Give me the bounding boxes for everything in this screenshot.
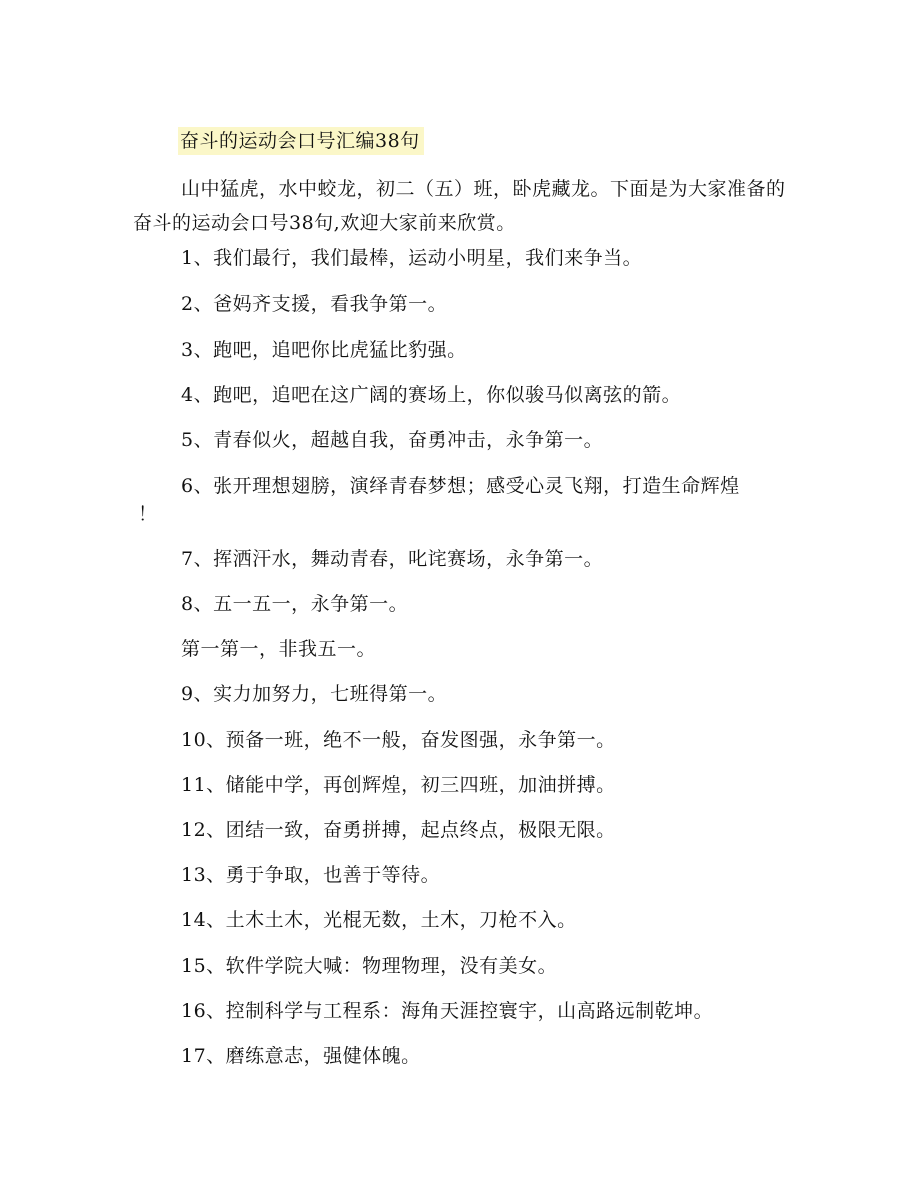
slogan-line-4: 4、跑吧，追吧在这广阔的赛场上，你似骏马似离弦的箭。 (181, 384, 682, 406)
slogan-line-12: 12、团结一致，奋勇拼搏，起点终点，极限无限。 (181, 819, 616, 841)
slogan-line-9: 9、实力加努力，七班得第一。 (181, 683, 448, 705)
slogan-line-14: 14、土木土木，光棍无数，土木，刀枪不入。 (181, 909, 577, 931)
slogan-line-13: 13、勇于争取，也善于等待。 (181, 864, 441, 886)
slogan-line-5: 5、青春似火，超越自我，奋勇冲击，永争第一。 (181, 429, 604, 451)
slogan-line-7: 7、挥洒汗水，舞动青春，叱诧赛场，永争第一。 (181, 548, 604, 570)
slogan-line-15: 15、软件学院大喊：物理物理，没有美女。 (181, 955, 558, 977)
document-title: 奋斗的运动会口号汇编38句 (178, 127, 424, 155)
intro-paragraph: 山中猛虎，水中蛟龙，初二（五）班，卧虎藏龙。下面是为大家准备的奋斗的运动会口号38句,欢迎大家前来欣赏。 (133, 178, 786, 234)
slogan-line-6: 6、张开理想翅膀，演绎青春梦想；感受心灵飞翔，打造生命辉煌 (181, 475, 740, 497)
slogan-line-8: 8、五一五一，永争第一。 (181, 593, 409, 615)
slogan-line-11: 11、储能中学，再创辉煌，初三四班，加油拼搏。 (181, 774, 616, 796)
slogan-line-10: 10、预备一班，绝不一般，奋发图强，永争第一。 (181, 729, 616, 751)
slogan-line-16: 16、控制科学与工程系：海角天涯控寰宇，山高路远制乾坤。 (181, 1000, 714, 1022)
slogan-line-6-tail: ！ (138, 503, 158, 525)
slogan-line-3: 3、跑吧，追吧你比虎猛比豹强。 (181, 339, 467, 361)
slogan-line-1: 1、我们最行，我们最棒，运动小明星，我们来争当。 (181, 247, 643, 269)
slogan-line-2: 2、爸妈齐支援，看我争第一。 (181, 293, 448, 315)
slogan-line-17: 17、磨练意志，强健体魄。 (181, 1045, 421, 1067)
slogan-line-8b: 第一第一，非我五一。 (181, 638, 377, 660)
